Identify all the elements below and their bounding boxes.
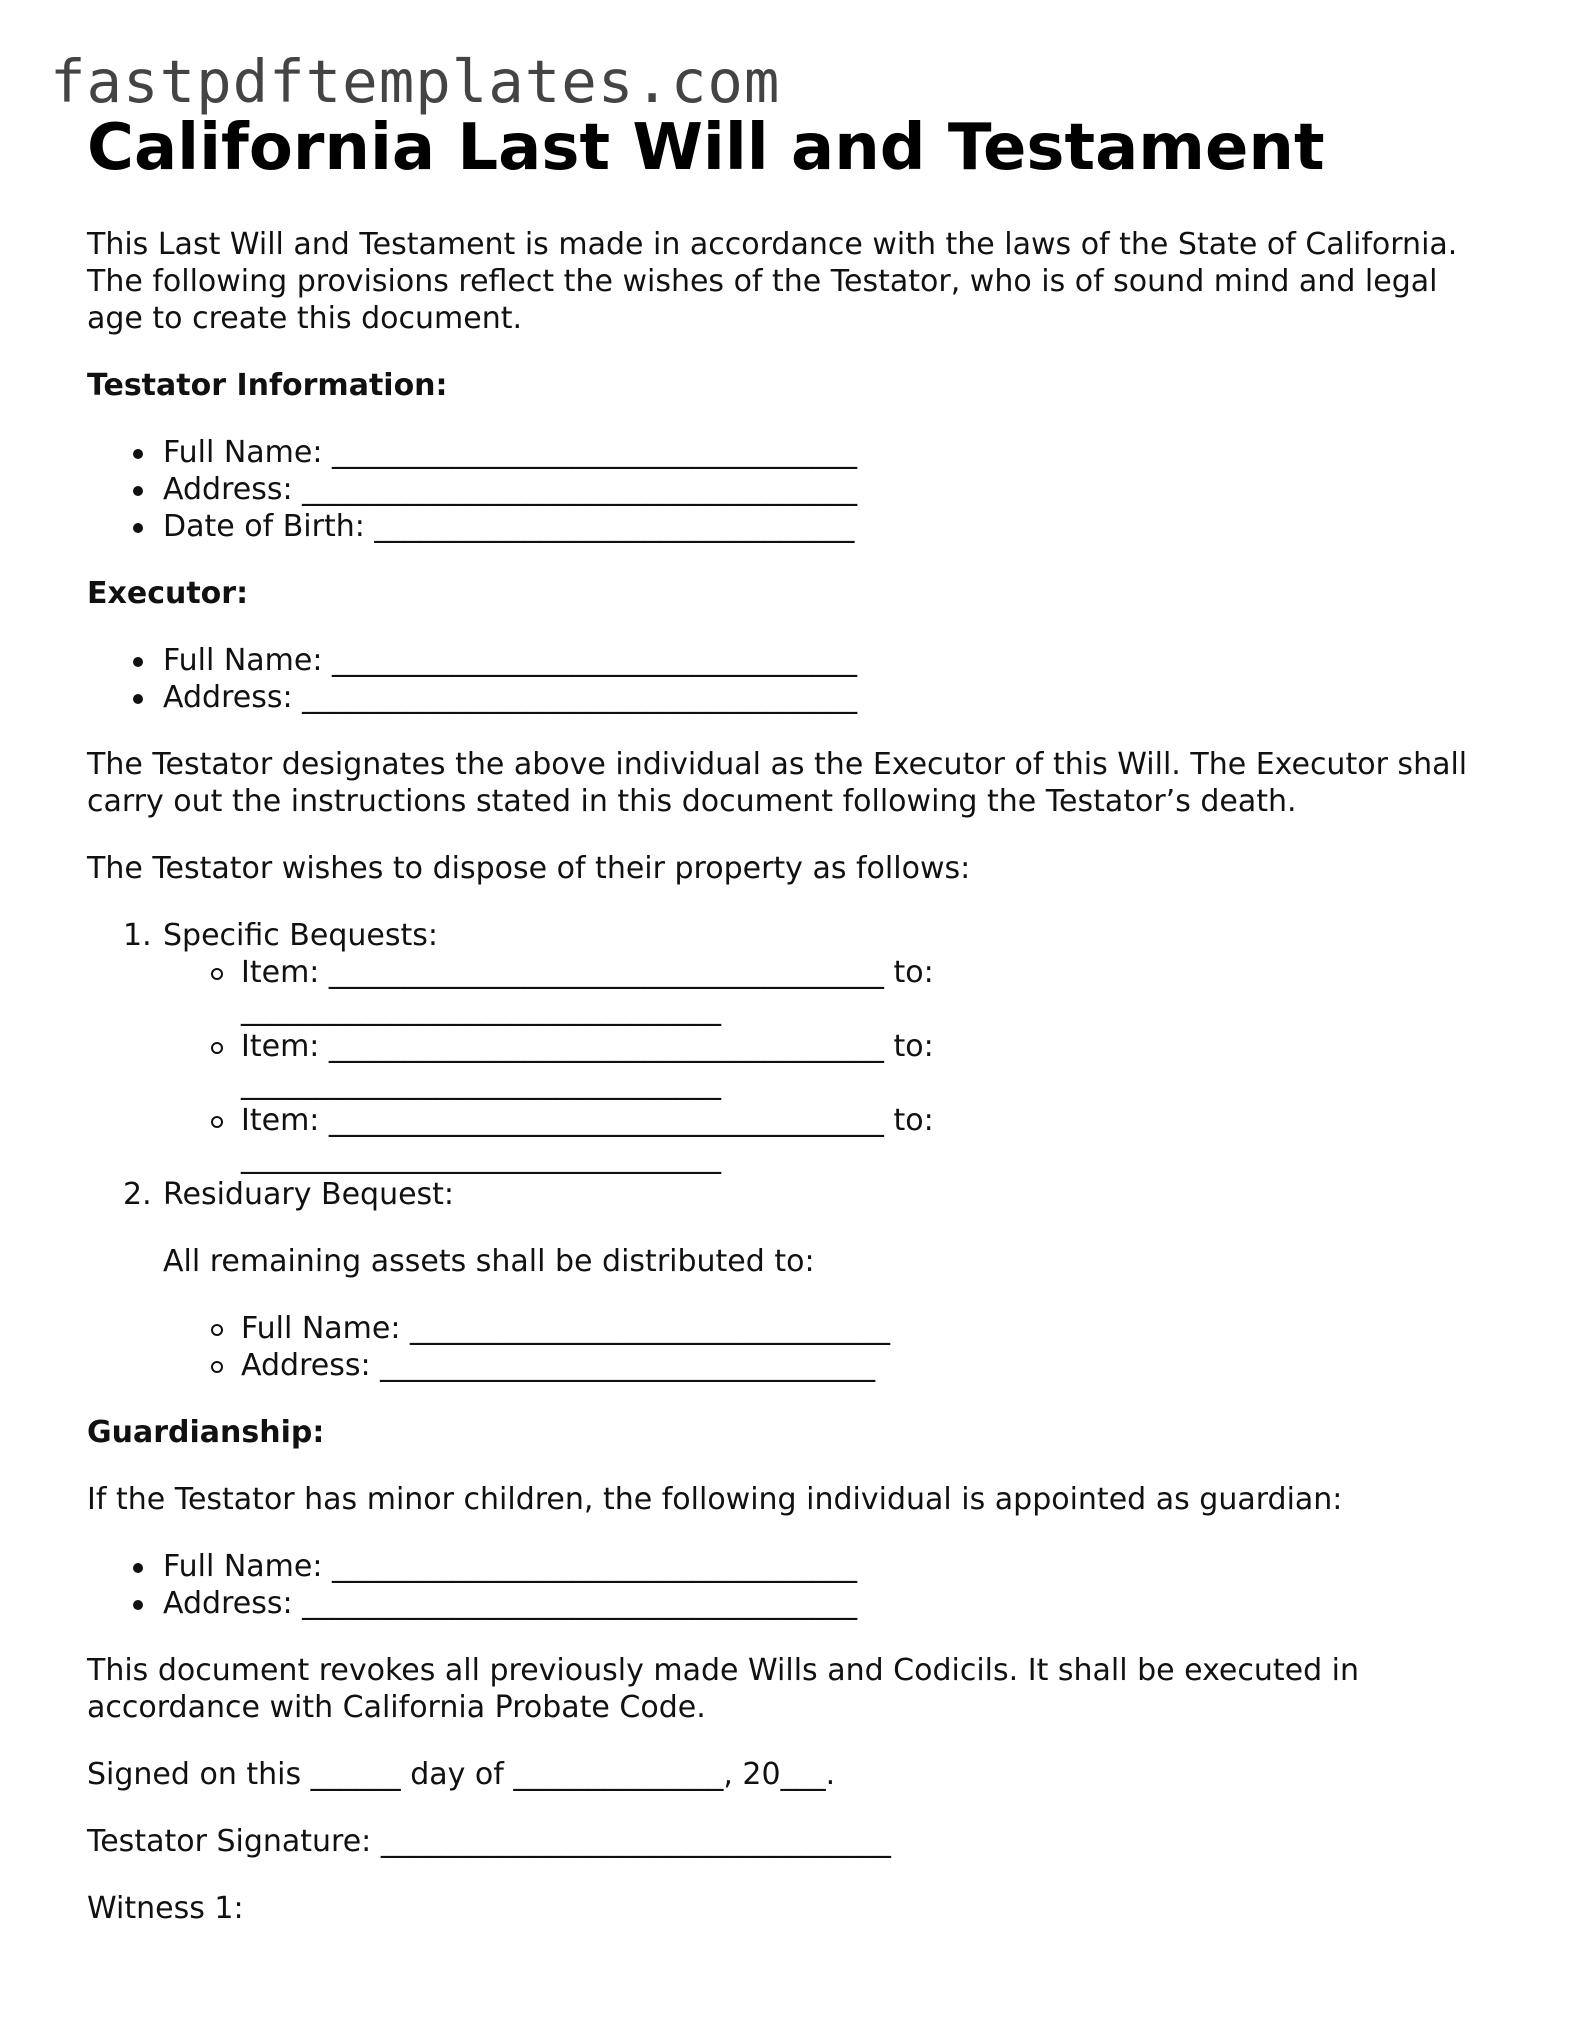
executor-heading: Executor:: [87, 576, 249, 611]
testator-heading: Testator Information:: [87, 368, 448, 403]
residuary-address-field[interactable]: Address: _________________________________: [241, 1347, 1497, 1384]
bequest-item-text[interactable]: Item: _____________________________________ to: ________________________________: [241, 1103, 934, 1175]
residuary-fields: [163, 1310, 1497, 1384]
executor-full-name-field[interactable]: Full Name: ___________________________________: [163, 642, 1497, 679]
bequest-item-text[interactable]: Item: _____________________________________ to: ________________________________: [241, 955, 934, 1027]
intro-paragraph: This Last Will and Testament is made in accordance with the laws of the State of California. The following provisions reflect the wishes of the Testator, who is of sound mind and legal age to create this document.: [87, 227, 1458, 336]
signed-on-line[interactable]: Signed on this ______ day of ______________, 20___.: [87, 1757, 836, 1792]
bequest-item-field[interactable]: [241, 1028, 1497, 1102]
bequest-item-text[interactable]: Item: _____________________________________ to: ________________________________: [241, 1029, 934, 1101]
testator-signature-line[interactable]: Testator Signature: __________________________________: [87, 1824, 891, 1859]
testator-full-name-field[interactable]: Full Name: ___________________________________: [163, 434, 1497, 471]
specific-bequests-list: [163, 954, 1497, 1176]
residuary-bequest-label: Residuary Bequest:: [163, 1177, 455, 1212]
guardianship-fields: [87, 1548, 1497, 1622]
residuary-full-name-field[interactable]: Full Name: ________________________________: [241, 1310, 1497, 1347]
bequest-list: [87, 917, 1497, 1384]
witness-1-label: Witness 1:: [87, 1891, 244, 1926]
guardianship-intro: If the Testator has minor children, the following individual is appointed as guardian:: [87, 1482, 1343, 1517]
residuary-intro: All remaining assets shall be distributed to:: [163, 1244, 815, 1279]
testator-fields: [87, 434, 1497, 545]
executor-statement: The Testator designates the above individual as the Executor of this Will. The Executor shall carry out the instructions stated in this document following the Testator’s death.: [87, 747, 1468, 819]
list-number: 2.: [123, 1177, 152, 1212]
guardian-address-field[interactable]: Address: _____________________________________: [163, 1585, 1497, 1622]
residuary-bequest-item: [123, 1176, 1497, 1384]
specific-bequests-label: Specific Bequests:: [163, 918, 438, 953]
page-title: California Last Will and Testament: [87, 111, 1325, 185]
guardian-full-name-field[interactable]: Full Name: ___________________________________: [163, 1548, 1497, 1585]
list-number: 1.: [123, 918, 152, 953]
watermark: fastpdftemplates.com: [50, 47, 781, 116]
executor-address-field[interactable]: Address: _____________________________________: [163, 679, 1497, 716]
testator-dob-field[interactable]: Date of Birth: ________________________________: [163, 508, 1497, 545]
document: [87, 108, 1497, 1957]
bequest-item-field[interactable]: [241, 954, 1497, 1028]
specific-bequests-item: [123, 917, 1497, 1176]
bequest-item-field[interactable]: [241, 1102, 1497, 1176]
revocation-paragraph: This document revokes all previously made Wills and Codicils. It shall be executed in accordance with California Probate Code.: [87, 1653, 1360, 1725]
testator-address-field[interactable]: Address: _____________________________________: [163, 471, 1497, 508]
executor-fields: [87, 642, 1497, 716]
guardianship-heading: Guardianship:: [87, 1415, 325, 1450]
property-intro: The Testator wishes to dispose of their property as follows:: [87, 851, 971, 886]
